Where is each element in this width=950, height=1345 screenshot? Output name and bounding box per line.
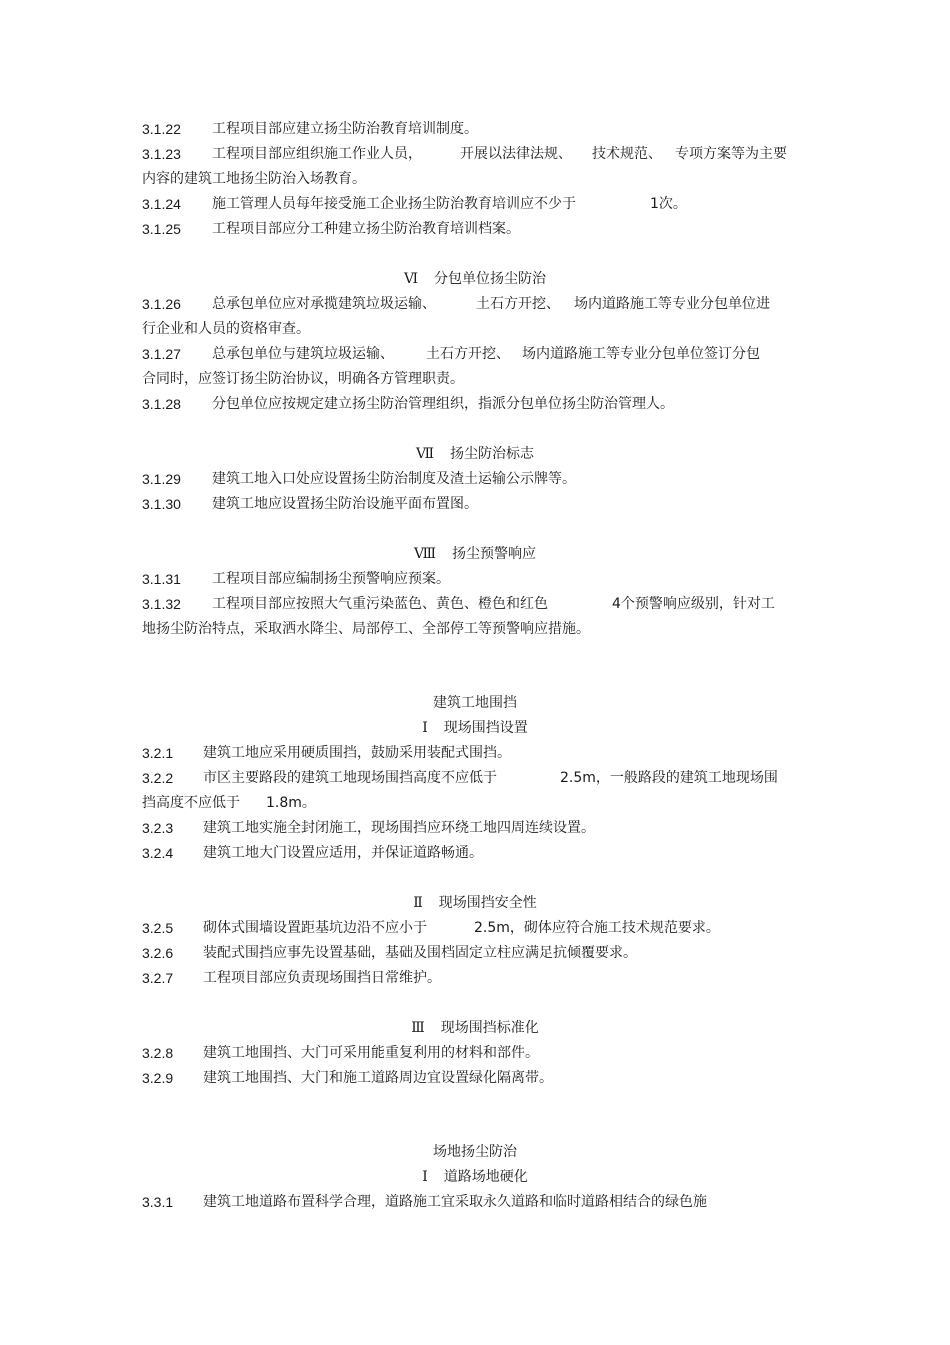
roman-numeral: Ⅷ bbox=[413, 546, 437, 562]
clause-text: 工程项目部应编制扬尘预警响应预案。 bbox=[212, 571, 450, 587]
section-heading-site-enclosure bbox=[0, 694, 950, 712]
clause-number: 3.2.2 bbox=[142, 770, 174, 786]
clause-text: 建筑工地实施全封闭施工，现场围挡应环绕工地四周连续设置。 bbox=[203, 820, 595, 836]
heading-text: 场地扬尘防治 bbox=[433, 1144, 517, 1160]
heading-text: 道路场地硬化 bbox=[443, 1169, 528, 1185]
heading-text: 扬尘防治标志 bbox=[450, 446, 535, 462]
clause-text: 总承包单位与建筑垃圾运输、 bbox=[212, 346, 394, 362]
clause-text: 总承包单位应对承揽建筑垃圾运输、 bbox=[212, 296, 436, 312]
clause-text: 建筑工地入口处应设置扬尘防治制度及渣土运输公示牌等。 bbox=[212, 471, 576, 487]
clause-text: 合同时，应签订扬尘防治协议，明确各方管理职责。 bbox=[142, 371, 464, 387]
clause-number: 3.1.25 bbox=[142, 221, 181, 237]
clause-number: 3.2.1 bbox=[142, 745, 174, 761]
heading-text: 现场围挡安全性 bbox=[438, 895, 537, 911]
clause-text: 装配式围挡应事先设置基础，基础及围档固定立柱应满足抗倾覆要求。 bbox=[203, 945, 637, 961]
clause-text: 施工管理人员每年接受施工企业扬尘防治教育培训应不少于 bbox=[212, 196, 576, 212]
subsection-heading-7 bbox=[0, 445, 950, 463]
clause-number: 3.1.24 bbox=[142, 196, 181, 212]
clause-number: 3.1.27 bbox=[142, 346, 181, 362]
clause-text: 土石方开挖、 bbox=[426, 346, 510, 362]
clause-number: 3.2.8 bbox=[142, 1045, 174, 1061]
clause-text: 4个预警响应级别，针对工 bbox=[612, 596, 775, 612]
roman-numeral: Ⅰ bbox=[422, 720, 428, 736]
clause-number: 3.2.6 bbox=[142, 945, 174, 961]
clause-number: 3.1.26 bbox=[142, 296, 181, 312]
clause-number: 3.2.7 bbox=[142, 970, 174, 986]
clause-number: 3.2.5 bbox=[142, 920, 174, 936]
clause-text: 2.5m，砌体应符合施工技术规范要求。 bbox=[474, 920, 720, 936]
clause-number: 3.1.32 bbox=[142, 596, 181, 612]
clause-text: 工程项目部应组织施工作业人员， bbox=[212, 146, 422, 162]
clause-number: 3.2.9 bbox=[142, 1070, 174, 1086]
clause-text: 市区主要路段的建筑工地现场围挡高度不应低于 bbox=[203, 770, 497, 786]
clause-text: 内容的建筑工地扬尘防治入场教育。 bbox=[142, 171, 366, 187]
subsection-heading-8 bbox=[0, 545, 950, 563]
clause-text: 工程项目部应建立扬尘防治教育培训制度。 bbox=[212, 121, 478, 137]
clause-text: 建筑工地围挡、大门可采用能重复利用的材料和部件。 bbox=[203, 1045, 539, 1061]
clause-text: 挡高度不应低于 bbox=[142, 795, 240, 811]
heading-text: 扬尘预警响应 bbox=[452, 546, 537, 562]
clause-text: 2.5m，一般路段的建筑工地现场围 bbox=[560, 770, 778, 786]
heading-text: 现场围挡标准化 bbox=[440, 1020, 539, 1036]
clause-text: 建筑工地大门设置应适用，并保证道路畅通。 bbox=[203, 845, 483, 861]
roman-numeral: Ⅱ bbox=[413, 895, 423, 911]
clause-number: 3.1.30 bbox=[142, 496, 181, 512]
clause-number: 3.2.3 bbox=[142, 820, 174, 836]
clause-text: 工程项目部应负责现场围挡日常维护。 bbox=[203, 970, 441, 986]
subsection-heading-road-hardening bbox=[0, 1168, 950, 1186]
clause-text: 1次。 bbox=[650, 196, 687, 212]
roman-numeral: Ⅶ bbox=[415, 446, 435, 462]
subsection-heading-enclosure-3 bbox=[0, 1019, 950, 1037]
clause-number: 3.1.31 bbox=[142, 571, 181, 587]
clause-text: 建筑工地道路布置科学合理，道路施工宜采取永久道路和临时道路相结合的绿色施 bbox=[203, 1194, 707, 1210]
roman-numeral: Ⅵ bbox=[403, 271, 419, 287]
heading-text: 分包单位扬尘防治 bbox=[434, 271, 547, 287]
clause-text: 土石方开挖、 bbox=[476, 296, 560, 312]
clause-text: 1.8m。 bbox=[266, 795, 316, 811]
clause-text: 技术规范、 bbox=[592, 146, 662, 162]
roman-numeral: Ⅲ bbox=[411, 1020, 425, 1036]
clause-number: 3.3.1 bbox=[142, 1194, 174, 1210]
clause-number: 3.2.4 bbox=[142, 845, 174, 861]
roman-numeral: Ⅰ bbox=[422, 1169, 428, 1185]
heading-text: 现场围挡设置 bbox=[443, 720, 528, 736]
clause-text: 专项方案等为主要 bbox=[675, 146, 787, 162]
clause-number: 3.1.22 bbox=[142, 121, 181, 137]
clause-text: 工程项目部应按照大气重污染蓝色、黄色、橙色和红色 bbox=[212, 596, 548, 612]
subsection-heading-6 bbox=[0, 270, 950, 288]
clause-text: 地扬尘防治特点，采取洒水降尘、局部停工、全部停工等预警响应措施。 bbox=[142, 621, 590, 637]
clause-text: 场内道路施工等专业分包单位签订分包 bbox=[522, 346, 760, 362]
clause-text: 分包单位应按规定建立扬尘防治管理组织，指派分包单位扬尘防治管理人。 bbox=[212, 396, 674, 412]
clause-text: 开展以法律法规、 bbox=[460, 146, 572, 162]
clause-text: 场内道路施工等专业分包单位进 bbox=[574, 296, 770, 312]
clause-text: 建筑工地应设置扬尘防治设施平面布置图。 bbox=[212, 496, 478, 512]
clause-text: 行企业和人员的资格审查。 bbox=[142, 321, 310, 337]
section-heading-site-dust-control bbox=[0, 1143, 950, 1161]
heading-text: 建筑工地围挡 bbox=[433, 695, 517, 711]
clause-number: 3.1.23 bbox=[142, 146, 181, 162]
subsection-heading-enclosure-2 bbox=[0, 894, 950, 912]
subsection-heading-enclosure-1 bbox=[0, 719, 950, 737]
clause-text: 工程项目部应分工种建立扬尘防治教育培训档案。 bbox=[212, 221, 520, 237]
clause-number: 3.1.29 bbox=[142, 471, 181, 487]
clause-text: 砌体式围墙设置距基坑边沿不应小于 bbox=[203, 920, 427, 936]
clause-text: 建筑工地围挡、大门和施工道路周边宜设置绿化隔离带。 bbox=[203, 1070, 553, 1086]
clause-text: 建筑工地应采用硬质围挡，鼓励采用装配式围挡。 bbox=[203, 745, 511, 761]
clause-number: 3.1.28 bbox=[142, 396, 181, 412]
